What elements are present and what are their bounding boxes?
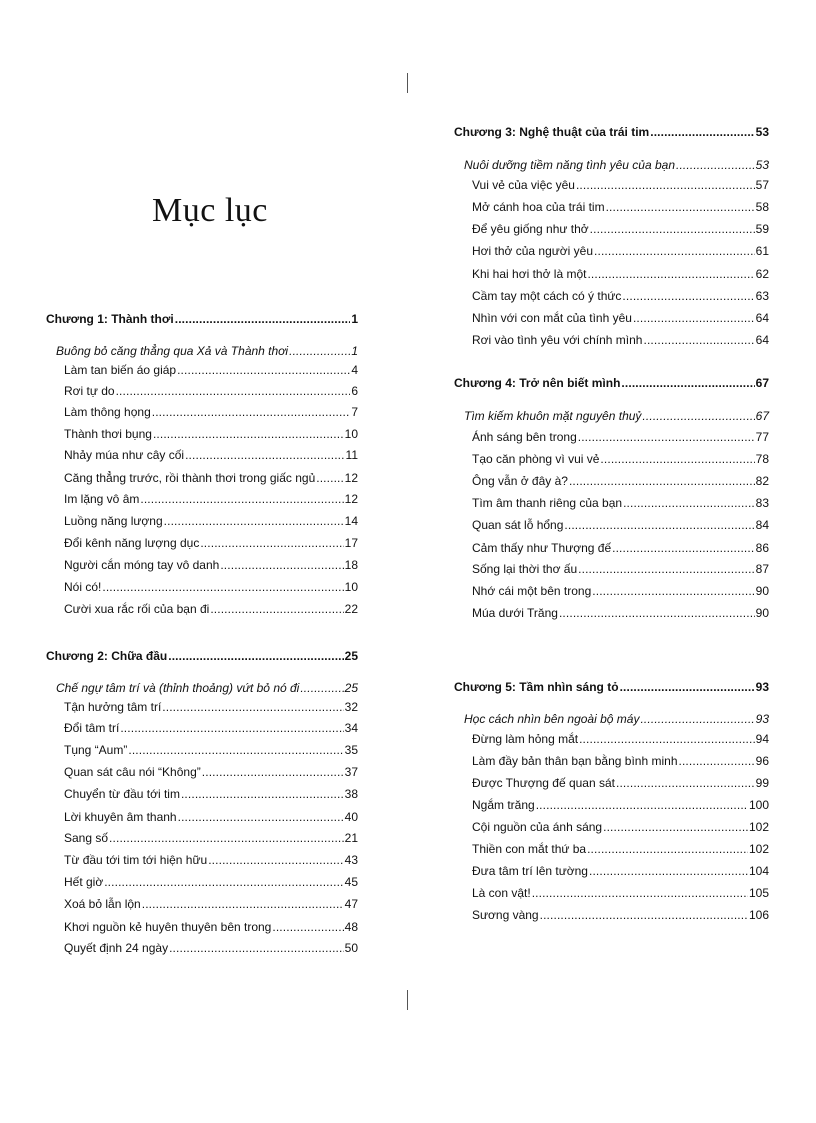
dot-leader [210, 601, 343, 617]
toc-page-number: 102 [748, 842, 769, 856]
toc-page-number: 77 [755, 430, 769, 444]
toc-page-number: 12 [344, 471, 358, 485]
toc-entry-title: Nhảy múa như cây cối [64, 448, 185, 462]
dot-leader [623, 495, 755, 511]
toc-item [64, 720, 358, 736]
toc-item [472, 753, 769, 769]
toc-item [64, 874, 358, 890]
toc-page-number: 32 [344, 700, 358, 714]
toc-entry-title: Chương 3: Nghệ thuật của trái tim [454, 125, 650, 139]
toc-item [64, 426, 358, 442]
dot-leader [578, 561, 755, 577]
toc-entry-title: Nuôi dưỡng tiềm năng tình yêu của bạn [464, 158, 675, 172]
toc-item [472, 451, 769, 467]
toc-entry-title: Chương 2: Chữa đầu [46, 649, 168, 663]
toc-page-number: 40 [344, 810, 358, 824]
toc-entry-title: Rơi vào tình yêu với chính mình [472, 333, 643, 347]
toc-entry-title: Đừng làm hỏng mắt [472, 732, 579, 746]
toc-entry-title: Cội nguồn của ánh sáng [472, 820, 603, 834]
dot-leader [289, 343, 350, 359]
dot-leader [175, 311, 351, 327]
toc-item [64, 404, 358, 420]
toc-entry-title: Được Thượng đế quan sát [472, 776, 615, 790]
toc-page-number: 86 [755, 541, 769, 555]
dot-leader [185, 447, 344, 463]
toc-item [64, 601, 358, 617]
toc-entry-title: Từ đầu tới tim tới hiện hữu [64, 853, 208, 867]
dot-leader [590, 221, 755, 237]
toc-entry-title: Quan sát câu nói “Không” [64, 765, 201, 779]
toc-page-number: 34 [344, 721, 358, 735]
toc-page-number: 10 [344, 580, 358, 594]
toc-entry-title: Ông vẫn ở đây à? [472, 474, 568, 488]
toc-page-number: 83 [755, 496, 769, 510]
dot-leader [616, 775, 755, 791]
toc-entry-title: Lời khuyên âm thanh [64, 810, 177, 824]
toc-entry-title: Tận hưởng tâm trí [64, 700, 162, 714]
toc-item [472, 605, 769, 621]
toc-entry-title: Chương 5: Tầm nhìn sáng tỏ [454, 680, 619, 694]
toc-page-number: 99 [755, 776, 769, 790]
dot-leader [642, 408, 754, 424]
dot-leader [592, 583, 754, 599]
dot-leader [164, 513, 344, 529]
toc-entry-title: Người cắn móng tay vô danh [64, 558, 220, 572]
toc-page-number: 45 [344, 875, 358, 889]
dot-leader [168, 648, 343, 664]
toc-page-number: 90 [755, 584, 769, 598]
toc-entry-title: Khơi nguồn kẻ huyên thuyên bên trong [64, 920, 272, 934]
toc-page-number: 64 [755, 311, 769, 325]
toc-page-number: 37 [344, 765, 358, 779]
dot-leader [116, 383, 351, 399]
toc-section [56, 680, 358, 696]
toc-item [472, 266, 769, 282]
dot-leader [643, 332, 754, 348]
dot-leader [603, 819, 748, 835]
toc-page-number: 47 [344, 897, 358, 911]
toc-page-number: 22 [344, 602, 358, 616]
dot-leader [140, 491, 343, 507]
toc-entry-title: Buông bỏ căng thẳng qua Xả và Thành thơi [56, 344, 289, 358]
dot-leader [540, 907, 748, 923]
toc-chapter [454, 375, 769, 391]
toc-entry-title: Cười xua rắc rối của bạn đi [64, 602, 210, 616]
dot-leader [208, 852, 343, 868]
toc-chapter [46, 648, 358, 664]
toc-entry-title: Căng thẳng trước, rồi thành thơi trong giấc ngủ [64, 471, 316, 485]
crop-mark-bottom [407, 990, 408, 1010]
dot-leader [579, 731, 755, 747]
toc-item [472, 819, 769, 835]
toc-item [472, 199, 769, 215]
toc-entry-title: Để yêu giống như thở [472, 222, 589, 236]
toc-item [64, 742, 358, 758]
toc-entry-title: Rơi tự do [64, 384, 115, 398]
toc-chapter [46, 311, 358, 327]
toc-page-number: 4 [351, 363, 358, 377]
dot-leader [202, 764, 344, 780]
toc-item [472, 517, 769, 533]
toc-page-number: 53 [755, 158, 769, 172]
toc-page-number: 1 [351, 344, 358, 358]
toc-item [472, 288, 769, 304]
toc-entry-title: Chế ngự tâm trí và (thỉnh thoảng) vứt bỏ nó đi [56, 681, 300, 695]
toc-item [472, 332, 769, 348]
toc-page-number: 25 [344, 649, 358, 663]
dot-leader [587, 266, 754, 282]
toc-item [472, 775, 769, 791]
dot-leader [104, 874, 343, 890]
dot-leader [142, 896, 344, 912]
toc-item [64, 786, 358, 802]
toc-entry-title: Hơi thở của người yêu [472, 244, 594, 258]
dot-leader [109, 830, 344, 846]
toc-entry-title: Cảm thấy như Thượng đế [472, 541, 612, 555]
toc-item [64, 919, 358, 935]
toc-entry-title: Sống lại thời thơ ấu [472, 562, 578, 576]
toc-item [64, 362, 358, 378]
dot-leader [272, 919, 343, 935]
toc-item [472, 863, 769, 879]
toc-entry-title: Ánh sáng bên trong [472, 430, 577, 444]
toc-entry-title: Vui vẻ của việc yêu [472, 178, 575, 192]
toc-page-number: 59 [755, 222, 769, 236]
toc-entry-title: Thành thơi bụng [64, 427, 152, 441]
dot-leader [569, 473, 755, 489]
toc-entry-title: Luồng năng lượng [64, 514, 163, 528]
toc-entry-title: Xoá bỏ lẫn lộn [64, 897, 141, 911]
dot-leader [622, 288, 754, 304]
toc-item [472, 797, 769, 813]
toc-page-number: 63 [755, 289, 769, 303]
toc-entry-title: Tạo căn phòng vì vui vẻ [472, 452, 600, 466]
toc-item [64, 491, 358, 507]
toc-page-number: 53 [755, 125, 769, 139]
toc-page-number: 6 [351, 384, 358, 398]
toc-item [64, 896, 358, 912]
dot-leader [587, 841, 748, 857]
toc-page-number: 105 [748, 886, 769, 900]
toc-entry-title: Múa dưới Trăng [472, 606, 558, 620]
toc-page-number: 58 [755, 200, 769, 214]
toc-entry-title: Làm đầy bản thân bạn bằng bình minh [472, 754, 678, 768]
dot-leader [621, 375, 754, 391]
dot-leader [559, 605, 755, 621]
dot-leader [300, 680, 343, 696]
toc-page-number: 87 [755, 562, 769, 576]
toc-entry-title: Sang số [64, 831, 109, 845]
toc-entry-title: Sương vàng [472, 908, 539, 922]
dot-leader [316, 470, 343, 486]
dot-leader [200, 535, 343, 551]
dot-leader [620, 679, 755, 695]
toc-page-number: 7 [351, 405, 358, 419]
dot-leader [120, 720, 343, 736]
dot-leader [650, 124, 754, 140]
dot-leader [153, 426, 344, 442]
toc-page-number: 38 [344, 787, 358, 801]
toc-item [472, 221, 769, 237]
toc-page-number: 10 [344, 427, 358, 441]
toc-page-number: 106 [748, 908, 769, 922]
dot-leader [576, 177, 755, 193]
toc-entry-title: Làm thông họng [64, 405, 151, 419]
toc-entry-title: Đưa tâm trí lên tường [472, 864, 588, 878]
dot-leader [128, 742, 343, 758]
toc-chapter [454, 679, 769, 695]
crop-mark-top [407, 73, 408, 93]
toc-page-number: 67 [755, 376, 769, 390]
dot-leader [177, 362, 350, 378]
toc-entry-title: Nhớ cái một bên trong [472, 584, 592, 598]
dot-leader [640, 711, 754, 727]
toc-page-number: 14 [344, 514, 358, 528]
toc-entry-title: Đổi kênh năng lượng dục [64, 536, 200, 550]
dot-leader [102, 579, 343, 595]
toc-entry-title: Tìm âm thanh riêng của bạn [472, 496, 623, 510]
toc-item [64, 764, 358, 780]
toc-entry-title: Hết giờ [64, 875, 104, 889]
toc-item [64, 830, 358, 846]
toc-page-number: 35 [344, 743, 358, 757]
toc-page-number: 18 [344, 558, 358, 572]
toc-item [64, 852, 358, 868]
toc-page-number: 62 [755, 267, 769, 281]
dot-leader [169, 940, 344, 956]
toc-page-number: 57 [755, 178, 769, 192]
toc-item [472, 473, 769, 489]
toc-section [464, 408, 769, 424]
toc-item [472, 561, 769, 577]
dot-leader [564, 517, 754, 533]
dot-leader [676, 157, 755, 173]
toc-item [472, 731, 769, 747]
toc-entry-title: Im lặng vô âm [64, 492, 140, 506]
dot-leader [633, 310, 755, 326]
toc-entry-title: Nhìn với con mắt của tình yêu [472, 311, 632, 325]
dot-leader [536, 797, 748, 813]
dot-leader [532, 885, 748, 901]
toc-item [472, 583, 769, 599]
toc-page-number: 21 [344, 831, 358, 845]
toc-page-number: 17 [344, 536, 358, 550]
toc-item [64, 809, 358, 825]
toc-page-number: 61 [755, 244, 769, 258]
toc-item [64, 383, 358, 399]
toc-section [56, 343, 358, 359]
toc-page-number: 11 [345, 448, 358, 462]
toc-page-number: 93 [755, 680, 769, 694]
toc-page-number: 104 [748, 864, 769, 878]
toc-item [64, 535, 358, 551]
toc-entry-title: Mở cánh hoa của trái tim [472, 200, 605, 214]
toc-item [472, 177, 769, 193]
toc-entry-title: Khi hai hơi thở là một [472, 267, 587, 281]
toc-item [64, 699, 358, 715]
toc-page-number: 12 [344, 492, 358, 506]
toc-page-number: 102 [748, 820, 769, 834]
toc-item [472, 429, 769, 445]
toc-entry-title: Chuyển từ đầu tới tim [64, 787, 180, 801]
toc-page-number: 43 [344, 853, 358, 867]
toc-item [64, 447, 358, 463]
toc-item [472, 885, 769, 901]
toc-page-number: 67 [755, 409, 769, 423]
toc-entry-title: Nói có! [64, 580, 102, 594]
dot-leader [152, 404, 351, 420]
toc-item [64, 470, 358, 486]
dot-leader [612, 540, 755, 556]
toc-entry-title: Ngắm trăng [472, 798, 535, 812]
dot-leader [162, 699, 343, 715]
toc-entry-title: Là con vật! [472, 886, 531, 900]
toc-entry-title: Làm tan biến áo giáp [64, 363, 177, 377]
toc-entry-title: Tụng “Aum” [64, 743, 128, 757]
toc-entry-title: Chương 4: Trở nên biết mình [454, 376, 621, 390]
dot-leader [679, 753, 755, 769]
toc-page-number: 25 [344, 681, 358, 695]
toc-entry-title: Học cách nhìn bên ngoài bộ máy [464, 712, 640, 726]
dot-leader [606, 199, 755, 215]
dot-leader [181, 786, 344, 802]
toc-item [472, 841, 769, 857]
toc-page-number: 64 [755, 333, 769, 347]
dot-leader [594, 243, 755, 259]
toc-page-number: 78 [755, 452, 769, 466]
dot-leader [178, 809, 344, 825]
toc-entry-title: Quyết định 24 ngày [64, 941, 169, 955]
toc-page-number: 50 [344, 941, 358, 955]
toc-section [464, 157, 769, 173]
toc-item [64, 513, 358, 529]
toc-entry-title: Thiền con mắt thứ ba [472, 842, 587, 856]
toc-entry-title: Quan sát lỗ hổng [472, 518, 564, 532]
toc-section [464, 711, 769, 727]
toc-item [64, 557, 358, 573]
toc-page-number: 93 [755, 712, 769, 726]
page-title: Mục lục [152, 192, 268, 229]
toc-entry-title: Chương 1: Thành thơi [46, 312, 174, 326]
toc-page-number: 84 [755, 518, 769, 532]
toc-item [64, 940, 358, 956]
dot-leader [600, 451, 754, 467]
toc-item [472, 907, 769, 923]
toc-entry-title: Tìm kiếm khuôn mặt nguyên thuỷ [464, 409, 642, 423]
toc-page-number: 94 [755, 732, 769, 746]
dot-leader [589, 863, 748, 879]
toc-page-number: 90 [755, 606, 769, 620]
toc-entry-title: Cầm tay một cách có ý thức [472, 289, 622, 303]
toc-item [64, 579, 358, 595]
toc-item [472, 540, 769, 556]
toc-entry-title: Đổi tâm trí [64, 721, 120, 735]
toc-item [472, 310, 769, 326]
toc-chapter [454, 124, 769, 140]
toc-page-number: 96 [755, 754, 769, 768]
toc-page-number: 82 [755, 474, 769, 488]
toc-item [472, 495, 769, 511]
toc-page-number: 1 [351, 312, 358, 326]
dot-leader [578, 429, 755, 445]
toc-page-number: 100 [748, 798, 769, 812]
toc-item [472, 243, 769, 259]
toc-page-number: 48 [344, 920, 358, 934]
dot-leader [220, 557, 343, 573]
